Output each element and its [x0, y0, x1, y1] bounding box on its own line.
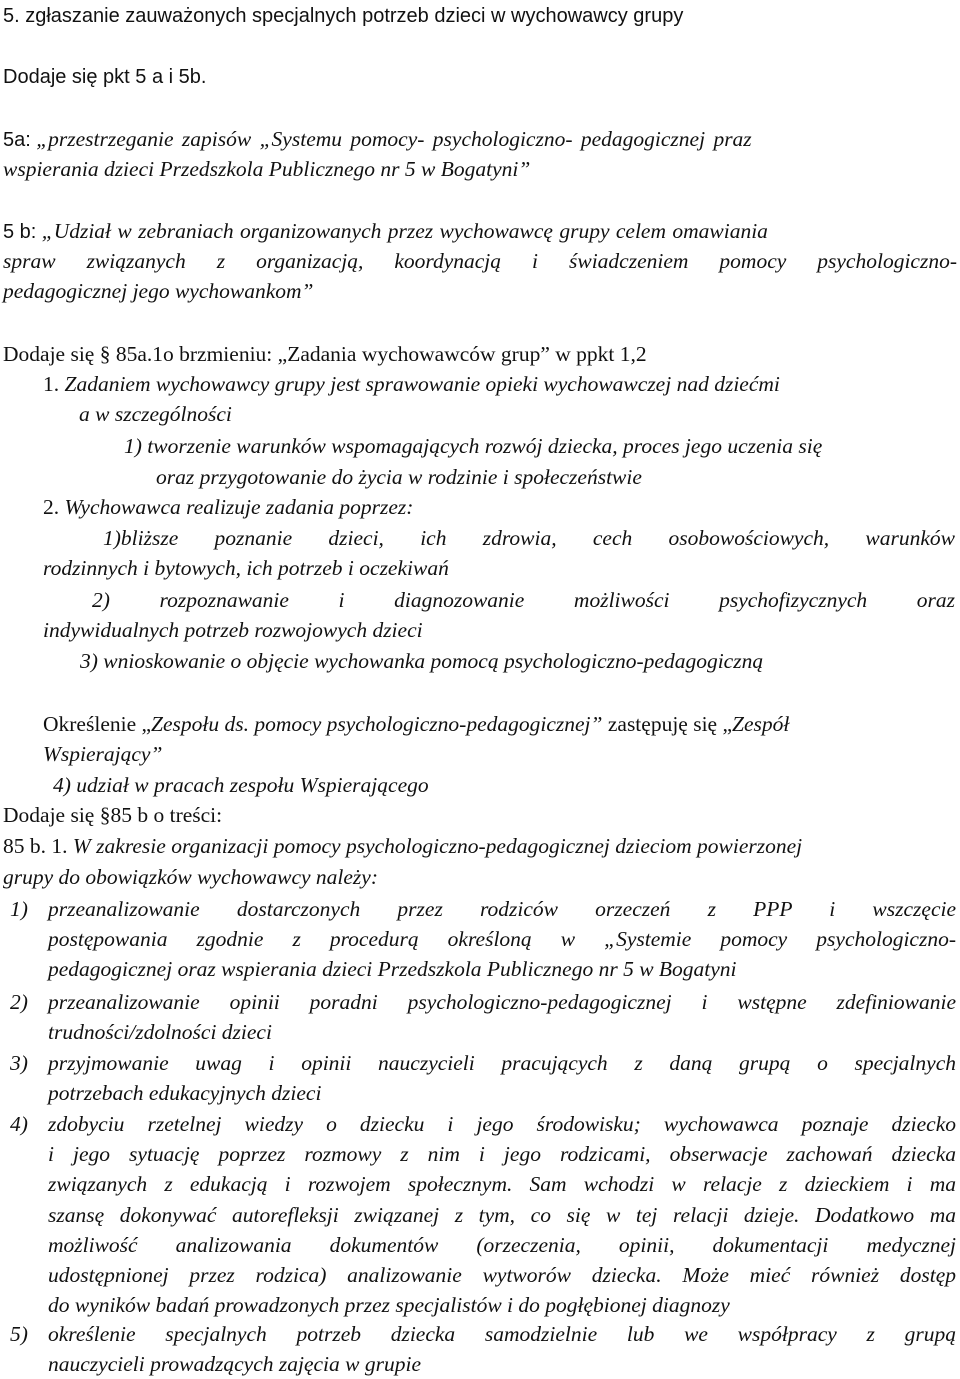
list-item-number: 1): [10, 897, 28, 921]
section-85b-num: 85 b. 1.: [3, 834, 68, 858]
section-85a-p2-item1-line2: rodzinnych i bytowych, ich potrzeb i oczekiwań: [43, 556, 449, 580]
section-85b-heading: Dodaje się §85 b o treści:: [3, 803, 223, 827]
section-85a-p2-text-1: Wychowawca realizuje zadania poprzez:: [64, 495, 414, 519]
list-item-line: nauczycieli prowadzących zajęcia w grupie: [48, 1352, 421, 1376]
list-item-line: możliwość analizowania dokumentów (orzeczenia, opinii, dokumentacji medycznej: [48, 1233, 956, 1257]
paragraph-5a-label: 5a:: [3, 129, 31, 151]
list-item-line: zdobyciu rzetelnej wiedzy o dziecku i jego środowisku; wychowawca poznaje dziecko: [48, 1112, 956, 1136]
list-item-line: pedagogicznej oraz wspierania dzieci Przedszkola Publicznego nr 5 w Bogatyni: [48, 957, 737, 981]
section-85b-intro-text-1: W zakresie organizacji pomocy psychologiczno-pedagogicznej dzieciom powierzonej: [72, 834, 803, 858]
list-item-line: związanych z edukacją i rozwojem społecznym. Sam wchodzi w relacje z dzieckiem i ma: [48, 1172, 956, 1196]
section-85b-intro-line2: grupy do obowiązków wychowawcy należy:: [3, 865, 379, 889]
replacement-item4: 4) udział w pracach zespołu Wspierającego: [53, 773, 429, 797]
section-85a-p2-item2-line2: indywidualnych potrzeb rozwojowych dzieci: [43, 618, 423, 642]
paragraph-5a-text-1: „przestrzeganie zapisów „Systemu pomocy- psychologiczno- pedagogicznej praz: [36, 127, 752, 151]
section-85a-p1-line2: a w szczególności: [79, 402, 232, 426]
adds-5a-5b: Dodaje się pkt 5 a i 5b.: [3, 66, 207, 88]
replacement-line2: Wspierający”: [43, 742, 163, 766]
list-item-line: trudności/zdolności dzieci: [48, 1020, 272, 1044]
section-85a-p2-item3: 3) wnioskowanie o objęcie wychowanka pomocą psychologiczno-pedagogiczną: [80, 649, 764, 673]
replacement-word2: zastępuję się „: [602, 712, 733, 736]
paragraph-5b-label: 5 b:: [3, 221, 37, 243]
section-85a-p1-sub1-line2: oraz przygotowanie do życia w rodzinie i społeczeństwie: [156, 465, 642, 489]
replacement-line1: [43, 711, 789, 737]
section-85a-p1-line1: [43, 371, 780, 397]
paragraph-5b-line2: spraw związanych z organizacją, koordynacją i świadczeniem pomocy psychologiczno-: [3, 249, 957, 273]
section-85a-p2-item2-line1: 2) rozpoznawanie i diagnozowanie możliwości psychofizycznych oraz: [92, 588, 955, 612]
list-item-number: 3): [10, 1051, 28, 1075]
paragraph-5b-text-1: „Udział w zebraniach organizowanych przez wychowawcę grupy celem omawiania: [41, 219, 768, 243]
paragraph-5b-line1: [3, 218, 768, 245]
list-item-line: określenie specjalnych potrzeb dziecka samodzielnie lub we współpracy z grupą: [48, 1322, 956, 1346]
replacement-phrase2-part1: Zespół: [732, 712, 790, 736]
section-85a-heading-title: Zadania wychowawców grup”: [287, 342, 550, 366]
list-item-number: 5): [10, 1322, 28, 1346]
list-item-line: postępowania zgodnie z procedurą określoną w „Systemie pomocy psychologiczno-: [48, 927, 956, 951]
list-item-line: do wyników badań prowadzonych przez specjalistów i do pogłębionej diagnozy: [48, 1293, 730, 1317]
paragraph-5b-line3: pedagogicznej jego wychowankom”: [3, 279, 314, 303]
paragraph-5a-line2: wspierania dzieci Przedszkola Publicznego nr 5 w Bogatyni”: [3, 157, 531, 181]
list-item-line: szansę dokonywać autorefleksji związanej z tym, co się w tej relacji dzieje. Dodatkowo ma: [48, 1203, 956, 1227]
section-85b-intro-line1: [3, 833, 802, 859]
item-5-text: 5. zgłaszanie zauważonych specjalnych potrzeb dzieci w wychowawcy grupy: [3, 5, 684, 27]
section-85a-p1-num: 1.: [43, 372, 60, 396]
list-item-line: przeanalizowanie dostarczonych przez rodziców orzeczeń z PPP i wszczęcie: [48, 897, 956, 921]
section-85a-p1-text-1: Zadaniem wychowawcy grupy jest sprawowanie opieki wychowawczej nad dziećmi: [64, 372, 780, 396]
list-item-line: i jego sytuację poprzez rozmowy z nim i jego rodzicami, obserwacje zachowań dziecka: [48, 1142, 956, 1166]
section-85a-p2-line1: [43, 494, 413, 520]
list-item-line: udostępnionej przez rodzica) analizowanie wytworów dziecka. Może mieć również dostęp: [48, 1263, 956, 1287]
list-item-number: 2): [10, 990, 28, 1014]
section-85a-heading: [3, 341, 647, 367]
list-item-line: przyjmowanie uwag i opinii nauczycieli pracujących z daną grupą o specjalnych: [48, 1051, 956, 1075]
list-item-line: przeanalizowanie opinii poradni psychologiczno-pedagogicznej i wstępne zdefiniowanie: [48, 990, 956, 1014]
section-85a-p2-num: 2.: [43, 495, 60, 519]
list-item-number: 4): [10, 1112, 28, 1136]
replacement-word1: Określenie „: [43, 712, 152, 736]
item-5-line: [3, 2, 683, 29]
section-85a-heading-suffix: w ppkt 1,2: [549, 342, 647, 366]
replacement-phrase1: Zespołu ds. pomocy psychologiczno-pedagogicznej”: [151, 712, 603, 736]
section-85a-p2-item1-line1: 1)bliższe poznanie dzieci, ich zdrowia, cech osobowościowych, warunków: [103, 526, 955, 550]
paragraph-5a-line1: [3, 126, 957, 153]
list-item-line: potrzebach edukacyjnych dzieci: [48, 1081, 322, 1105]
section-85a-heading-prefix: Dodaje się § 85a.1o brzmieniu: „: [3, 342, 288, 366]
section-85a-p1-sub1-line1: 1) tworzenie warunków wspomagających rozwój dziecka, proces jego uczenia się: [124, 434, 823, 458]
